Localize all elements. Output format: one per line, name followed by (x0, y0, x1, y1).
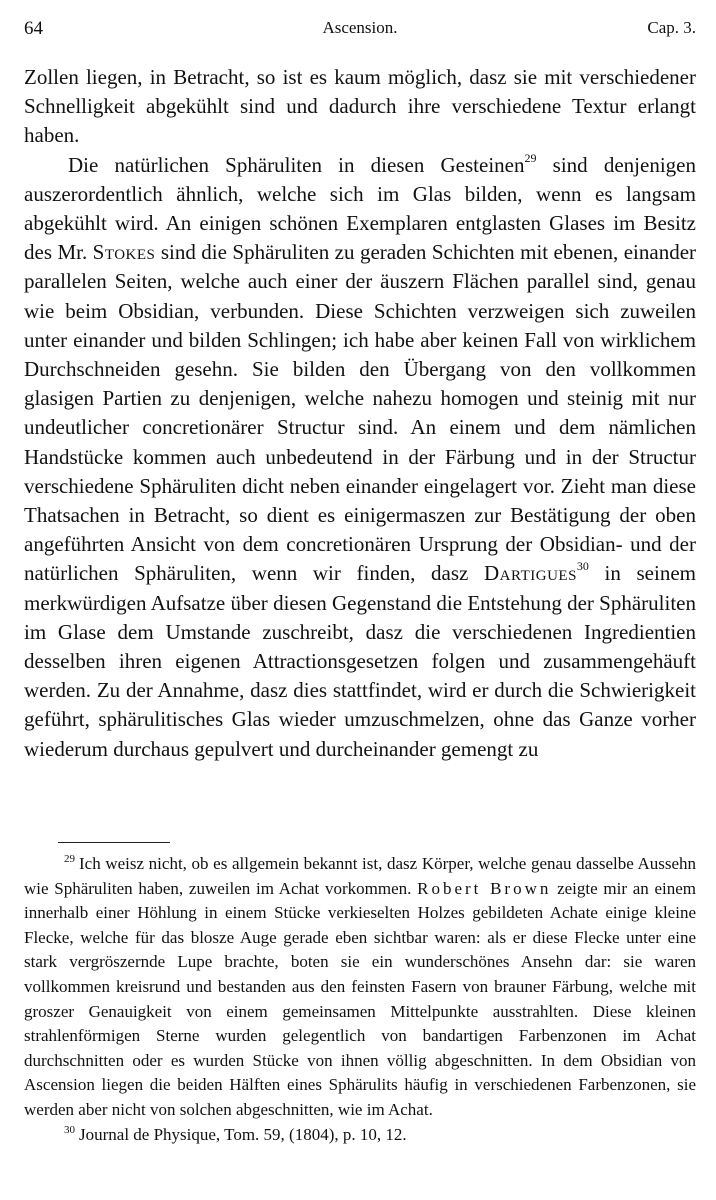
paragraph-1: Zollen liegen, in Betracht, so ist es kaum möglich, dasz sie mit verschiedener Schnelligkeit abgekühlt sind und dadurch ihre verschiedene Textur erlangt haben. (24, 65, 696, 148)
footnote-29-text-a: Ich weisz nicht, ob es allgemein bekannt ist, dasz Körper, welche genau dasselbe Aussehn wie Sphäruliten haben, zuweilen im Achat vorkommen. (24, 854, 696, 898)
footnotes (24, 852, 696, 1147)
running-title: Ascension. (322, 18, 398, 37)
footnote-30 (24, 1123, 696, 1148)
footnote-29-mark: 29 (64, 853, 75, 866)
page-header (24, 18, 696, 48)
paragraph-2 (24, 151, 696, 764)
footnote-29-text-b: zeigte mir an einem innerhalb einer Höhlung in einem Stücke verkieselten Holzes gebildeten Achate einige kleine Flecke, welche für das blosze Auge gerade eben sichtbar waren: als er diese Flecke unter eine stark vergröszernde Lupe brachte, boten sie ein wunderschönes Ansehn dar: sie waren vollkommen kreisrund und bestanden aus den feinsten Fasern von brauner Färbung, welche mit groszer Genauigkeit von einem gemeinsamen Mittelpunkte ausstrahlten. Diese kleinen strahlenförmigen Sterne wurden gelegentlich von bandartigen Farbenzonen im Achat durchschnitten oder es wurden Stücke von ihnen völlig abgeschnitten. In dem Obsidian von Ascension liegen die beiden Hälften eines Sphärulits häufig in verschiedenen Farbenzonen, sie werden aber nicht von solchen abgeschnitten, wie im Achat. (24, 878, 696, 1119)
person-name-robert-brown: Robert Brown (417, 878, 552, 898)
paragraph-2-part-d: in seinem merkwürdigen Aufsatze über diesen Gegenstand die Entstehung der Sphäruliten im Glase dem Umstande zuschreibt, dasz die verschiedenen Ingredientien desselben ihren eigenen Attractionsgesetzen folgen und zusammengehäuft werden. Zu der Annahme, dasz dies stattfindet, wird er durch die Schwierigkeit geführt, sphärulitisches Glas wieder umzuschmelzen, ohne das Ganze vorher wiederum durchaus gepulvert und durcheinander gemengt zu (24, 561, 696, 761)
page-number: 64 (24, 18, 43, 39)
chapter-label: Cap. 3. (647, 18, 696, 37)
main-text (24, 63, 696, 764)
footnote-30-mark: 30 (64, 1123, 75, 1136)
footnote-30-text: Journal de Physique, Tom. 59, (1804), p. 10, 12. (79, 1124, 407, 1144)
paragraph-2-part-a: Die natürlichen Sphäruliten in diesen Gesteinen (68, 152, 525, 177)
footnote-29 (24, 852, 696, 1123)
paragraph-2-part-b: sind denjenigen auszerordentlich ähnlich, welche sich im Glas bilden, wenn es langsam abgekühlt wird. An einigen schönen Exemplaren entglasten Glases im Besitz des Mr. (24, 152, 696, 265)
footnote-ref-30: 30 (576, 559, 589, 574)
book-page (24, 0, 696, 1200)
footnote-ref-29: 29 (524, 150, 537, 165)
footnote-divider (58, 842, 170, 843)
person-name-stokes: Stokes (92, 240, 156, 265)
paragraph-2-part-c: sind die Sphäruliten zu geraden Schichten mit ebenen, einander parallelen Seiten, welche auch einer der äuszern Flächen parallel sind, genau wie beim Obsidian, verbunden. Diese Schichten verzweigen sich zuweilen unter einander und bilden Schlingen; ich habe aber keinen Fall von wirklichem Durchschneiden gesehn. Sie bilden den Übergang von den vollkommen glasigen Partien zu denjenigen, welche nahezu homogen und steinig mit nur undeutlicher concretionärer Structur sind. An einem und dem nämlichen Handstücke kommen auch unbedeutend in der Färbung und in der Structur verschiedene Sphäruliten dicht neben einander eingelagert vor. Zieht man diese Thatsachen in Betracht, so dient es einigermaszen zur Bestätigung der oben angeführten Ansicht von dem concretionären Ursprung der Obsidian- und der natürlichen Sphäruliten, wenn wir finden, dasz (24, 240, 697, 586)
person-name-dartigues: Dartigues (483, 561, 577, 586)
